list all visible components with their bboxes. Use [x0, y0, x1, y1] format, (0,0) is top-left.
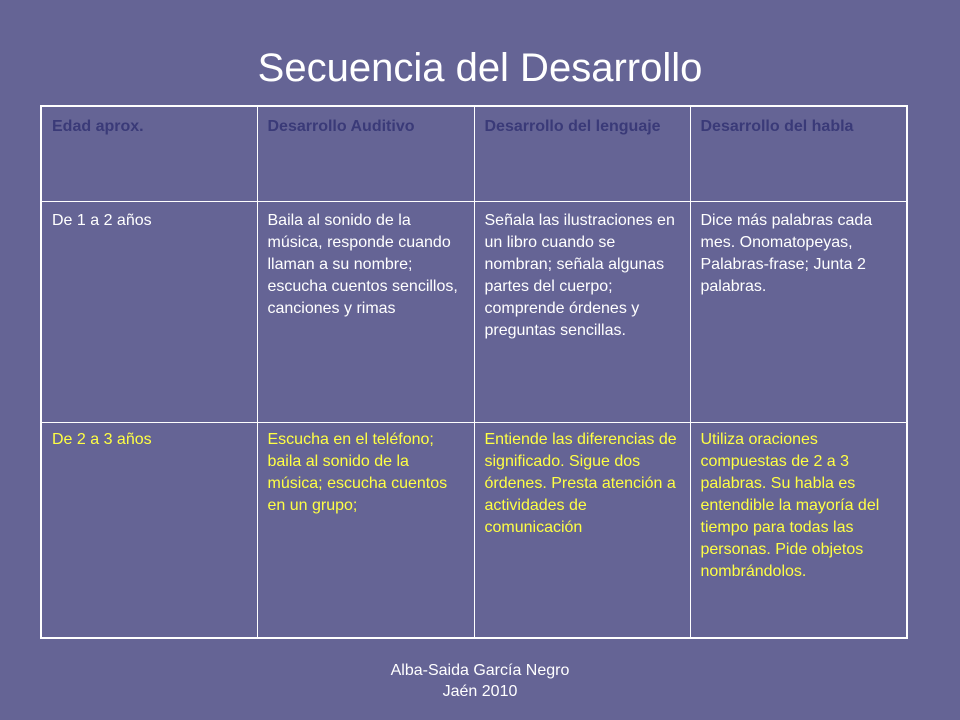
- slide-title: Secuencia del Desarrollo: [257, 46, 703, 90]
- table-cell: Baila al sonido de la música, responde cuando llaman a su nombre; escucha cuentos sencillos, canciones y rimas: [257, 202, 474, 423]
- table-cell: De 2 a 3 años: [41, 423, 257, 639]
- table-cell: Entiende las diferencias de significado. Sigue dos órdenes. Presta atención a actividades de comunicación: [474, 423, 690, 639]
- development-table: [40, 105, 908, 639]
- table-cell: De 1 a 2 años: [41, 202, 257, 423]
- table-cell: Utiliza oraciones compuestas de 2 a 3 palabras. Su habla es entendible la mayoría del tiempo para todas las personas. Pide objetos nombrándolos.: [690, 423, 907, 639]
- header-cell-auditory: Desarrollo Auditivo: [257, 106, 474, 202]
- table-cell: Dice más palabras cada mes. Onomatopeyas, Palabras-frase; Junta 2 palabras.: [690, 202, 907, 423]
- footer-author: Alba-Saida García Negro: [390, 662, 570, 679]
- table-cell: Escucha en el teléfono; baila al sonido de la música; escucha cuentos en un grupo;: [257, 423, 474, 639]
- header-cell-speech: Desarrollo del habla: [690, 106, 907, 202]
- footer-place-year: Jaén 2010: [442, 683, 518, 700]
- table-header-row: [41, 106, 907, 202]
- header-cell-age: Edad aprox.: [41, 106, 257, 202]
- table-row: [41, 202, 907, 423]
- table-cell: Señala las ilustraciones en un libro cuando se nombran; señala algunas partes del cuerpo; comprende órdenes y preguntas sencillas.: [474, 202, 690, 423]
- table-row: [41, 423, 907, 639]
- slide-footer: [0, 660, 960, 702]
- header-cell-language: Desarrollo del lenguaje: [474, 106, 690, 202]
